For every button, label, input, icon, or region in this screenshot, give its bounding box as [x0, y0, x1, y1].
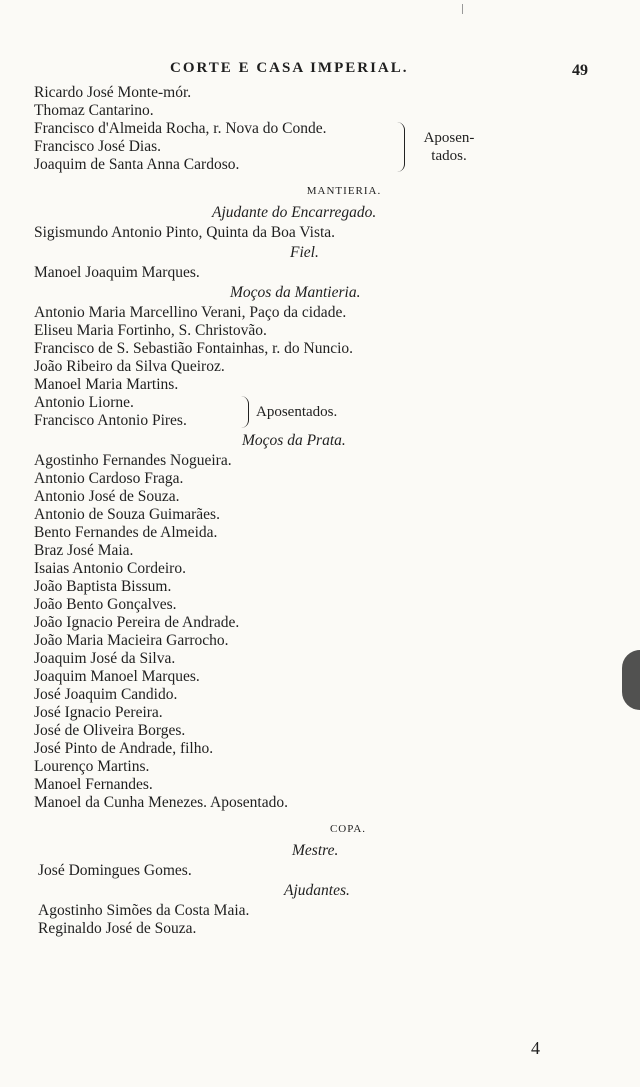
section-title-mantieria: MANTIERIA. [306, 185, 382, 197]
section-title-copa: COPA. [329, 823, 367, 835]
ink-stain [622, 650, 640, 710]
bracket-label-line: tados. [431, 148, 467, 164]
list-item: Antonio José de Souza. [34, 488, 180, 505]
list-item: Joaquim José da Silva. [34, 650, 176, 667]
list-item: Agostinho Fernandes Nogueira. [34, 452, 232, 469]
list-item: Ricardo José Monte-mór. [34, 84, 192, 101]
list-item: Manoel Fernandes. [34, 776, 153, 793]
page-header [0, 60, 640, 84]
list-item: Manoel Maria Martins. [34, 376, 179, 393]
list-item: João Maria Macieira Garrocho. [34, 632, 229, 649]
subheading-fiel: Fiel. [290, 244, 319, 261]
list-item: Agostinho Simões da Costa Maia. [38, 902, 250, 919]
list-item: José Ignacio Pereira. [34, 704, 163, 721]
list-item: Thomaz Cantarino. [34, 102, 154, 119]
list-item: João Bento Gonçalves. [34, 596, 177, 613]
running-title: CORTE E CASA IMPERIAL. [170, 60, 409, 76]
list-item: Manoel da Cunha Menezes. Aposentado. [34, 794, 288, 811]
list-item: Bento Fernandes de Almeida. [34, 524, 218, 541]
signature-number: 4 [531, 1038, 540, 1058]
bracket-label: Aposentados. [256, 404, 338, 420]
subheading-ajudantes: Ajudantes. [284, 882, 350, 899]
list-item: Isaias Antonio Cordeiro. [34, 560, 186, 577]
list-item: Lourenço Martins. [34, 758, 150, 775]
list-item: José Pinto de Andrade, filho. [34, 740, 214, 757]
list-item: João Baptista Bissum. [34, 578, 172, 595]
list-item: Manoel Joaquim Marques. [34, 264, 200, 281]
margin-mark [462, 4, 463, 14]
list-item: Francisco d'Almeida Rocha, r. Nova do Conde. [34, 120, 327, 137]
aposentados-group [34, 394, 614, 430]
list-item: Francisco Antonio Pires. [34, 412, 187, 429]
list-item: Braz José Maia. [34, 542, 134, 559]
list-item: Antonio Liorne. [34, 394, 134, 411]
list-item: João Ignacio Pereira de Andrade. [34, 614, 240, 631]
subheading-mestre: Mestre. [292, 842, 339, 859]
list-item: Antonio de Souza Guimarães. [34, 506, 220, 523]
list-item: Antonio Maria Marcellino Verani, Paço da cidade. [34, 304, 347, 321]
aposentados-group [34, 120, 614, 174]
list-item: Eliseu Maria Fortinho, S. Christovão. [34, 322, 267, 339]
brace-icon [240, 396, 249, 428]
list-item: Antonio Cardoso Fraga. [34, 470, 184, 487]
subheading-mocos-mantieria: Moços da Mantieria. [230, 284, 361, 301]
subheading-mocos-prata: Moços da Prata. [242, 432, 346, 449]
list-item: Francisco de S. Sebastião Fontainhas, r. do Nuncio. [34, 340, 353, 357]
brace-icon [396, 122, 405, 172]
page-body [34, 84, 614, 938]
list-item: Sigismundo Antonio Pinto, Quinta da Boa Vista. [34, 224, 336, 241]
list-item: Reginaldo José de Souza. [38, 920, 197, 937]
bracket-label-line: Aposen- [423, 130, 475, 146]
bracket-label [414, 129, 484, 165]
list-item: José Domingues Gomes. [38, 862, 192, 879]
subheading-ajudante: Ajudante do Encarregado. [212, 204, 377, 221]
list-item: José de Oliveira Borges. [34, 722, 186, 739]
page-number: 49 [572, 62, 588, 79]
list-item: Joaquim Manoel Marques. [34, 668, 200, 685]
list-item: José Joaquim Candido. [34, 686, 178, 703]
list-item: João Ribeiro da Silva Queiroz. [34, 358, 225, 375]
list-item: Francisco José Dias. [34, 138, 161, 155]
list-item: Joaquim de Santa Anna Cardoso. [34, 156, 240, 173]
